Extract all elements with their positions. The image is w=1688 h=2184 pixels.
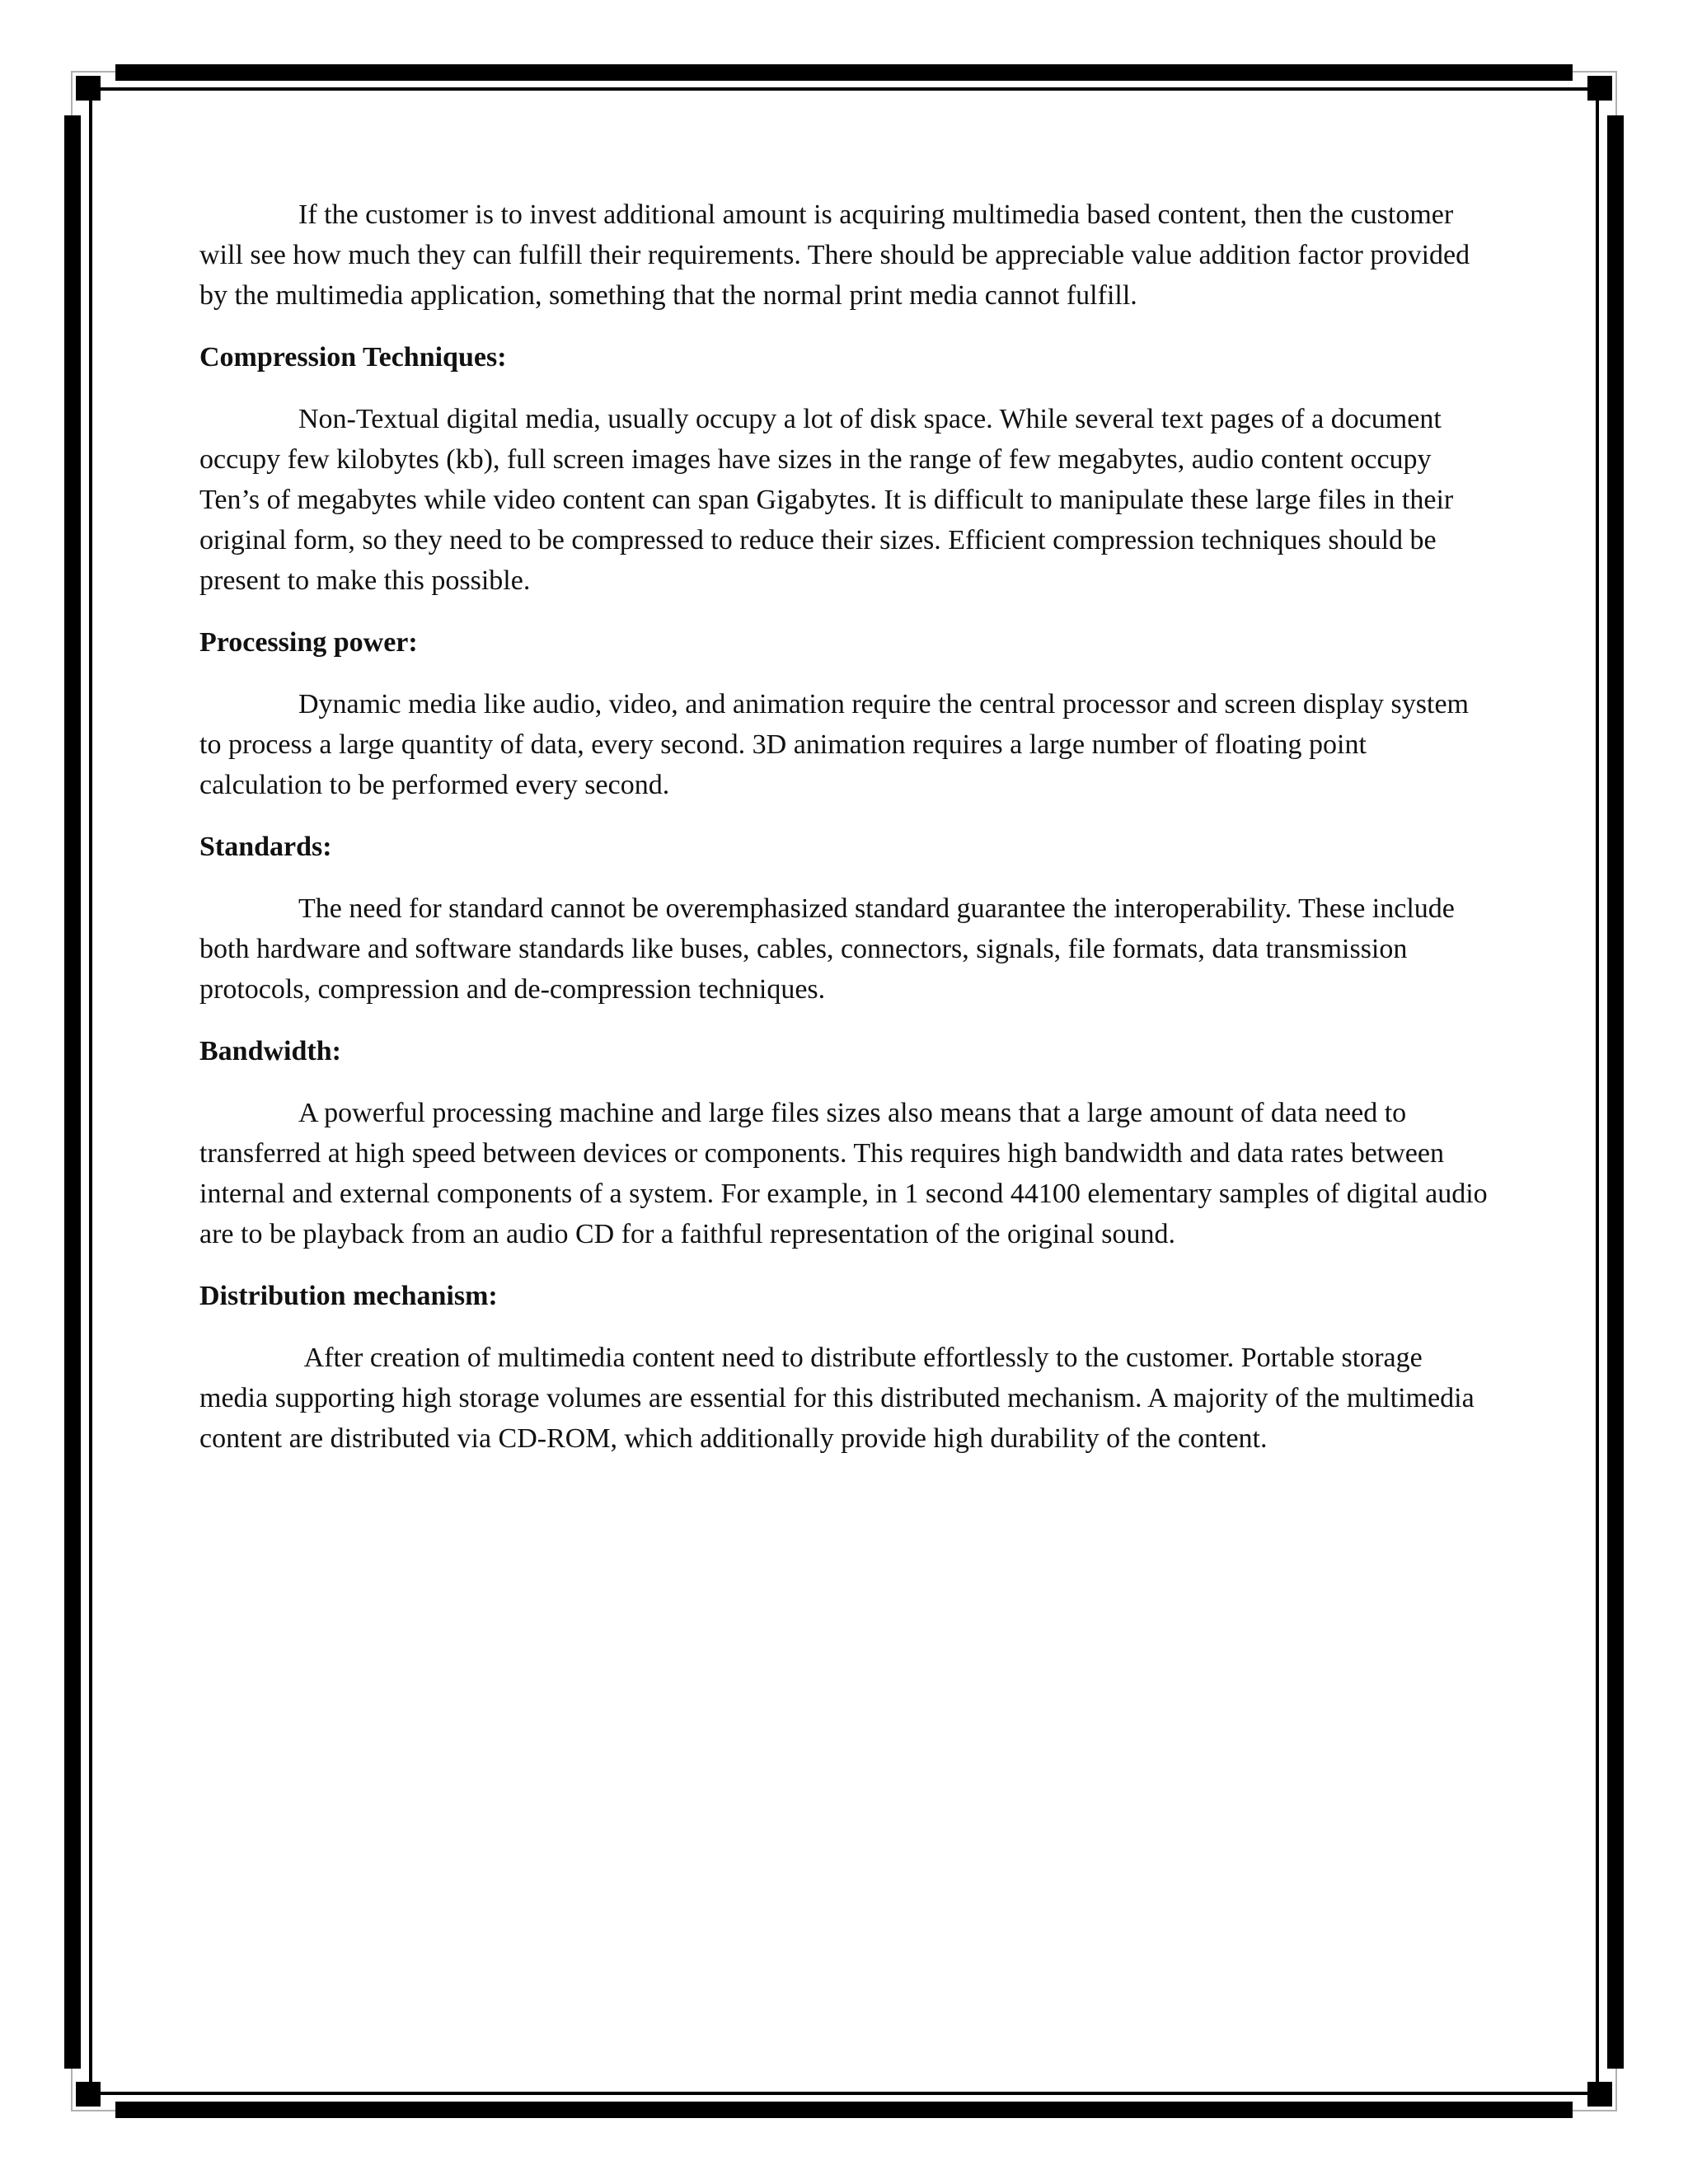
section-paragraph-bandwidth-text: A powerful processing machine and large files sizes also means that a large amount of data need to transferred at high speed between devices or components. This requires high bandwidth and data rates between internal and external components of a system. For example, in 1 second 44100 elementary samples of digital audio are to be playback from an audio CD for a faithful representation of the original sound. [199,1098,1488,1249]
section-paragraph-bandwidth [199,1093,1490,1254]
intro-paragraph [199,194,1490,316]
section-paragraph-compression [199,399,1490,601]
intro-paragraph-text: If the customer is to invest additional amount is acquiring multimedia based content, then the customer will see how much they can fulfill their requirements. There should be appreciable value addition factor provided by the multimedia application, something that the normal print media cannot fulfill. [199,199,1470,311]
page-border-corner-bottom-left [76,2082,101,2107]
page-border-bottom [115,2102,1573,2118]
page-border-right [1607,115,1624,2069]
page-border-top [115,64,1573,81]
page-border-top-inner [92,87,1596,91]
page-border-corner-top-left [76,76,101,101]
document-body [199,194,1490,1480]
section-paragraph-compression-text: Non-Textual digital media, usually occupy a lot of disk space. While several text pages of a document occupy few kilobytes (kb), full screen images have sizes in the range of few megabytes, audio content occupy Ten’s of megabytes while video content can span Gigabytes. It is difficult to manipulate these large files in their original form, so they need to be compressed to reduce their sizes. Efficient compression techniques should be present to make this possible. [199,404,1454,596]
page-border-right-inner [1596,91,1599,2092]
page-border-left-inner [89,91,92,2092]
section-heading-standards: Standards: [199,832,332,862]
section-heading-bandwidth: Bandwidth: [199,1036,341,1066]
page-border-corner-bottom-right [1587,2082,1612,2107]
section-paragraph-distribution [199,1338,1490,1459]
section-paragraph-standards [199,888,1490,1010]
section-heading-distribution: Distribution mechanism: [199,1281,498,1311]
section-paragraph-processing-power [199,684,1490,805]
section-heading-compression: Compression Techniques: [199,342,507,373]
section-paragraph-distribution-text: After creation of multimedia content need to distribute effortlessly to the customer. Portable storage media supporting high storage volumes are essential for this distributed mechanism. A majority of the multimedia content are distributed via CD-ROM, which additionally provide high durability of the content. [199,1343,1475,1454]
section-paragraph-processing-power-text: Dynamic media like audio, video, and animation require the central processor and screen display system to process a large quantity of data, every second. 3D animation requires a large number of floating point calculation to be performed every second. [199,689,1469,800]
section-paragraph-standards-text: The need for standard cannot be overemphasized standard guarantee the interoperability. These include both hardware and software standards like buses, cables, connectors, signals, file formats, data transmission protocols, compression and de-compression techniques. [199,893,1455,1005]
page-border-left [64,115,81,2069]
page-border-corner-top-right [1587,76,1612,101]
section-heading-processing-power: Processing power: [199,627,418,658]
page-border-bottom-inner [92,2092,1596,2095]
